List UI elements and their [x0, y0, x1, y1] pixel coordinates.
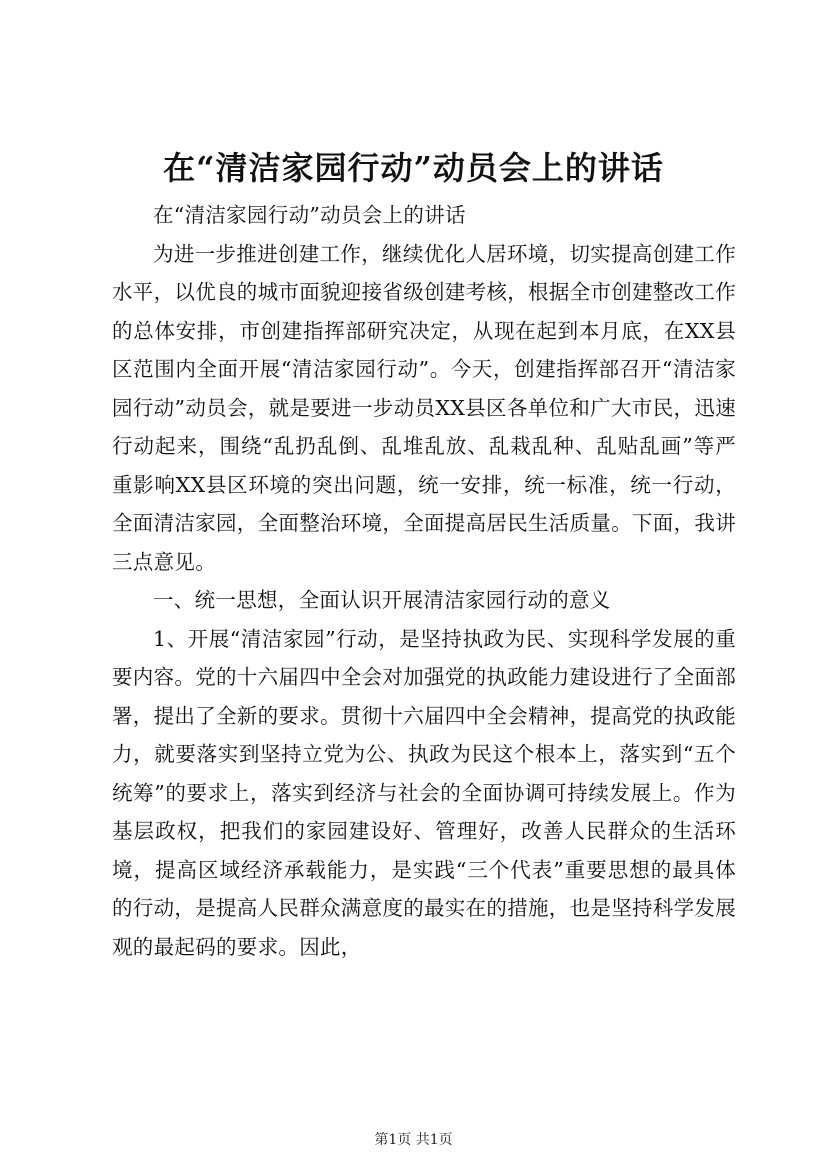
- page-footer: 第1页 共1页: [374, 1132, 453, 1148]
- body-paragraph: 1、开展“清洁家园”行动，是坚持执政为民、实现科学发展的重要内容。党的十六届四中全会对加强党的执政能力建设进行了全面部署，提出了全新的要求。贯彻十六届四中全会精神，提高党的执政能力，就要落实到坚持立党为公、执政为民这个根本上，落实到“五个统筹”的要求上，落实到经济与社会的全面协调可持续发展上。作为基层政权，把我们的家园建设好、管理好，改善人民群众的生活环境，提高区域经济承载能力，是实践“三个代表”重要思想的最具体的行动，是提高人民群众满意度的最实在的措施，也是坚持科学发展观的最起码的要求。因此，: [112, 626, 736, 959]
- subtitle-paragraph: 在“清洁家园行动”动员会上的讲话: [153, 203, 466, 227]
- intro-paragraph: 为进一步推进创建工作，继续优化人居环境，切实提高创建工作水平，以优良的城市面貌迎接省级创建考核，根据全市创建整改工作的总体安排，市创建指挥部研究决定，从现在起到本月底，在XX县区范围内全面开展“清洁家园行动”。今天，创建指挥部召开“清洁家园行动”动员会，就是要进一步动员XX县区各单位和广大市民，迅速行动起来，围绕“乱扔乱倒、乱堆乱放、乱栽乱种、乱贴乱画”等严重影响XX县区环境的突出问题，统一安排，统一标准，统一行动，全面清洁家园，全面整治环境，全面提高居民生活质量。下面，我讲三点意见。: [112, 241, 736, 574]
- page-title: 在“清洁家园行动”动员会上的讲话: [163, 149, 664, 187]
- section-heading: 一、统一思想，全面认识开展清洁家园行动的意义: [153, 588, 611, 612]
- document-body: [112, 196, 736, 966]
